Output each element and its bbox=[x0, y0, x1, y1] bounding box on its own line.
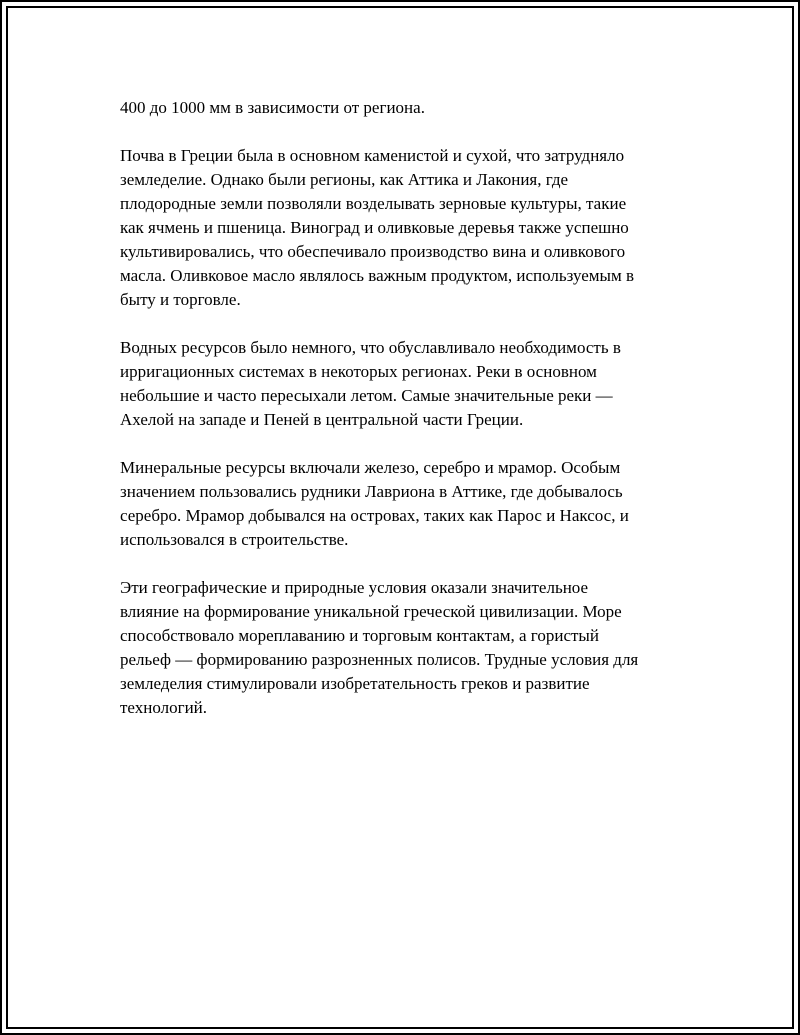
paragraph-water bbox=[120, 336, 710, 432]
text-line: 400 до 1000 мм в зависимости от региона. bbox=[120, 98, 425, 117]
text-line: культивировались, что обеспечивало производство вина и оливкового bbox=[120, 242, 626, 261]
text-line: Ахелой на западе и Пеней в центральной части Греции. bbox=[120, 410, 524, 429]
text-line: земледелие. Однако были регионы, как Аттика и Лакония, где bbox=[120, 170, 569, 189]
text-line: как ячмень и пшеница. Виноград и оливковые деревья также успешно bbox=[120, 218, 629, 237]
text-line: Водных ресурсов было немного, что обуславливало необходимость в bbox=[120, 338, 621, 357]
text-line: использовался в строительстве. bbox=[120, 530, 349, 549]
text-line: быту и торговле. bbox=[120, 290, 241, 309]
paragraph-minerals bbox=[120, 456, 710, 552]
paragraph-conclusion bbox=[120, 576, 710, 720]
text-line: земледелия стимулировали изобретательность греков и развитие bbox=[120, 674, 590, 693]
text-line: способствовало мореплаванию и торговым контактам, а гористый bbox=[120, 626, 599, 645]
text-line: рельеф — формированию разрозненных полисов. Трудные условия для bbox=[120, 650, 639, 669]
text-line: серебро. Мрамор добывался на островах, таких как Парос и Наксос, и bbox=[120, 506, 629, 525]
paragraph-rainfall bbox=[120, 96, 710, 120]
text-line: влияние на формирование уникальной греческой цивилизации. Море bbox=[120, 602, 622, 621]
text-line: Минеральные ресурсы включали железо, серебро и мрамор. Особым bbox=[120, 458, 621, 477]
text-line: Эти географические и природные условия оказали значительное bbox=[120, 578, 589, 597]
text-line: значением пользовались рудники Лавриона в Аттике, где добывалось bbox=[120, 482, 623, 501]
document-body bbox=[120, 96, 710, 744]
text-line: технологий. bbox=[120, 698, 208, 717]
text-line: ирригационных системах в некоторых регионах. Реки в основном bbox=[120, 362, 597, 381]
text-line: масла. Оливковое масло являлось важным продуктом, используемым в bbox=[120, 266, 635, 285]
paragraph-soil bbox=[120, 144, 710, 312]
text-line: небольшие и часто пересыхали летом. Самые значительные реки — bbox=[120, 386, 613, 405]
text-line: плодородные земли позволяли возделывать зерновые культуры, такие bbox=[120, 194, 627, 213]
text-line: Почва в Греции была в основном каменистой и сухой, что затрудняло bbox=[120, 146, 625, 165]
